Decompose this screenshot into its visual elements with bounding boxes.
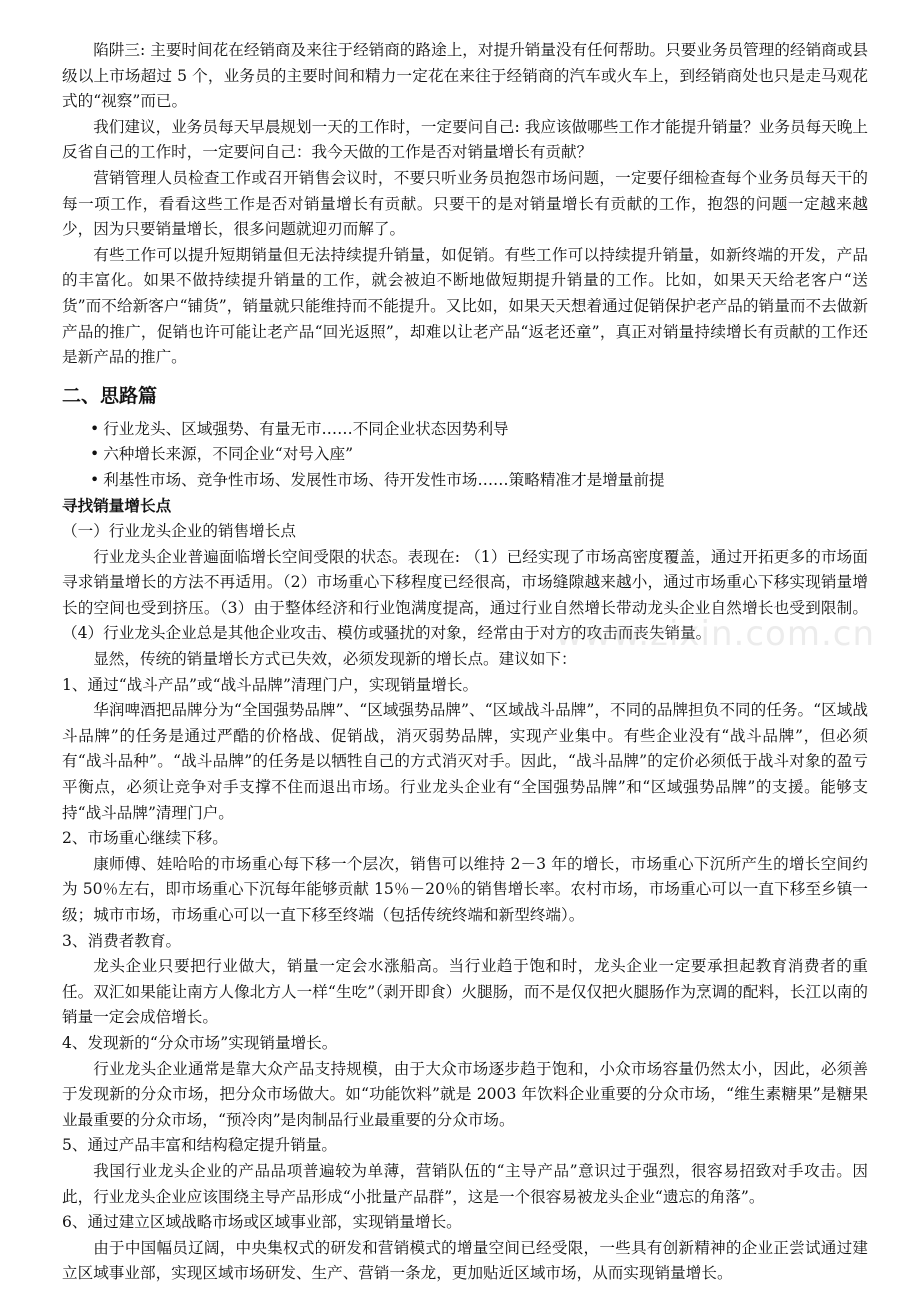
item-title-2: 2、市场重心继续下移。 — [62, 829, 228, 848]
item-text-2: 康师傅、娃哈哈的市场重心每下移一个层次，销售可以维持 2－3 年的增长，市场重心下沉所产生的增长空间约为 50％左右，即市场重心下沉每年能够贡献 15％－20％的销售增长率。农村市场，市场重心可以一直下移至乡镇一级；城市市场，市场重心可以一直下移至终端（包括传统终端和新型终端）。 — [62, 854, 868, 924]
paragraph-intro: 行业龙头企业普遍面临增长空间受限的状态。表现在: （1）已经实现了市场高密度覆盖，通过开拓更多的市场面寻求销量增长的方法不再适用。（2）市场重心下移程度已经很高，市场缝隙越来越小，通过市场重心下移实现销量增长的空间也受到挤压。（3）由于整体经济和行业饱满度提高，通过行业自然增长带动龙头企业自然增长也受到限制。（4）行业龙头企业总是其他企业攻击、模仿或骚扰的对象，经常由于对方的攻击而丧失销量。 — [62, 547, 868, 643]
item-text-5: 我国行业龙头企业的产品品项普遍较为单薄，营销队伍的“主导产品”意识过于强烈，很容易招致对手攻击。因此，行业龙头企业应该围绕主导产品形成“小批量产品群”，这是一个很容易被龙头企业“遗忘的角落”。 — [62, 1161, 868, 1206]
section-heading: 二、思路篇 — [62, 384, 158, 407]
bullet-item: • 行业龙头、区域强势、有量无市……不同企业状态因势利导 — [90, 419, 509, 438]
paragraph-suggestion: 我们建议，业务员每天早晨规划一天的工作时，一定要问自己: 我应该做哪些工作才能提升销量？业务员每天晚上反省自己的工作时，一定要问自己：我今天做的工作是否对销量增长有贡献？ — [62, 117, 868, 162]
item-title-5: 5、通过产品丰富和结构稳定提升销量。 — [62, 1136, 338, 1155]
paragraph-advice: 显然，传统的销量增长方式已失效，必须发现新的增长点。建议如下： — [93, 650, 577, 669]
item-text-1: 华润啤酒把品牌分为“全国强势品牌”、“区域强势品牌”、“区域战斗品牌”，不同的品牌担负不同的任务。“区域战斗品牌”的任务是通过严酷的价格战、促销战，消灭弱势品牌，实现产业集中。有些企业没有“战斗品牌”，但必须有“战斗品种”。“战斗品牌”的任务是以牺牲自己的方式消灭对手。因此，“战斗品牌”的定价必须低于战斗对象的盈亏平衡点，必须让竞争对手支撑不住而退出市场。行业龙头企业有“全国强势品牌”和“区域强势品牌”的支援。能够支持“战斗品牌”清理门户。 — [62, 701, 868, 822]
bullet-dot-icon: • — [90, 470, 100, 489]
item-text-4: 行业龙头企业通常是靠大众产品支持规模，由于大众市场逐步趋于饱和，小众市场容量仍然太小，因此，必须善于发现新的分众市场，把分众市场做大。如“功能饮料”就是 2003 年饮料企业重要的分众市场，“维生素糖果”是糖果业最重要的分众市场，“预冷肉”是肉制品行业最重要的分众市场。 — [62, 1059, 868, 1129]
watermark: www.zixin.com.cn — [555, 614, 875, 654]
paragraph-trap-three: 陷阱三: 主要时间花在经销商及来往于经销商的路途上，对提升销量没有任何帮助。只要业务员管理的经销商或县级以上市场超过 5 个，业务员的主要时间和精力一定花在来往于经销商的汽车或火车上，到经销商处也只是走马观花式的“视察”而已。 — [62, 41, 868, 111]
bullet-item: • 利基性市场、竞争性市场、发展性市场、待开发性市场……策略精准才是增量前提 — [90, 470, 665, 489]
item-title-1: 1、通过“战斗产品”或“战斗品牌”清理门户，实现销量增长。 — [62, 675, 479, 694]
paragraph-management-check: 营销管理人员检查工作或召开销售会议时，不要只听业务员抱怨市场问题，一定要仔细检查每个业务员每天干的每一项工作，看看这些工作是否对销量增长有贡献。只要干的是对销量增长有贡献的工作，抱怨的问题一定越来越少，因为只要销量增长，很多问题就迎刃而解了。 — [62, 168, 868, 239]
bullet-list — [62, 417, 868, 494]
paragraph-short-term-sales: 有些工作可以提升短期销量但无法持续提升销量，如促销。有些工作可以持续提升销量，如新终端的开发，产品的丰富化。如果不做持续提升销量的工作，就会被迫不断地做短期提升销量的工作。比如，如果天天给老客户“送货”而不给新客户“铺货”，销量就只能维持而不能提升。又比如，如果天天想着通过促销保护老产品的销量而不去做新产品的推广，促销也许可能让老产品“回光返照”，却难以让老产品“返老还童”，真正对销量持续增长有贡献的工作还是新产品的推广。 — [62, 245, 868, 367]
bullet-item: • 六种增长来源，不同企业“对号入座” — [90, 445, 354, 464]
item-text-6: 由于中国幅员辽阔，中央集权式的研发和营销模式的增量空间已经受限，一些具有创新精神的企业正尝试通过建立区域事业部，实现区域市场研发、生产、营销一条龙，更加贴近区域市场，从而实现销量增长。 — [62, 1238, 868, 1283]
item-title-3: 3、消费者教育。 — [62, 931, 182, 950]
item-title-6: 6、通过建立区域战略市场或区域事业部，实现销量增长。 — [62, 1213, 462, 1232]
bullet-dot-icon: • — [90, 445, 100, 464]
subheading: 寻找销量增长点 — [62, 496, 172, 515]
item-text-3: 龙头企业只要把行业做大，销量一定会水涨船高。当行业趋于饱和时，龙头企业一定要承担起教育消费者的重任。双汇如果能让南方人像北方人一样“生吃”（剥开即食）火腿肠，而不是仅仅把火腿肠作为烹调的配料，长江以南的销量一定会成倍增长。 — [62, 957, 868, 1027]
sub-label: （一）行业龙头企业的销售增长点 — [62, 522, 296, 541]
bullet-dot-icon: • — [90, 419, 100, 438]
item-title-4: 4、发现新的“分众市场”实现销量增长。 — [62, 1033, 338, 1052]
